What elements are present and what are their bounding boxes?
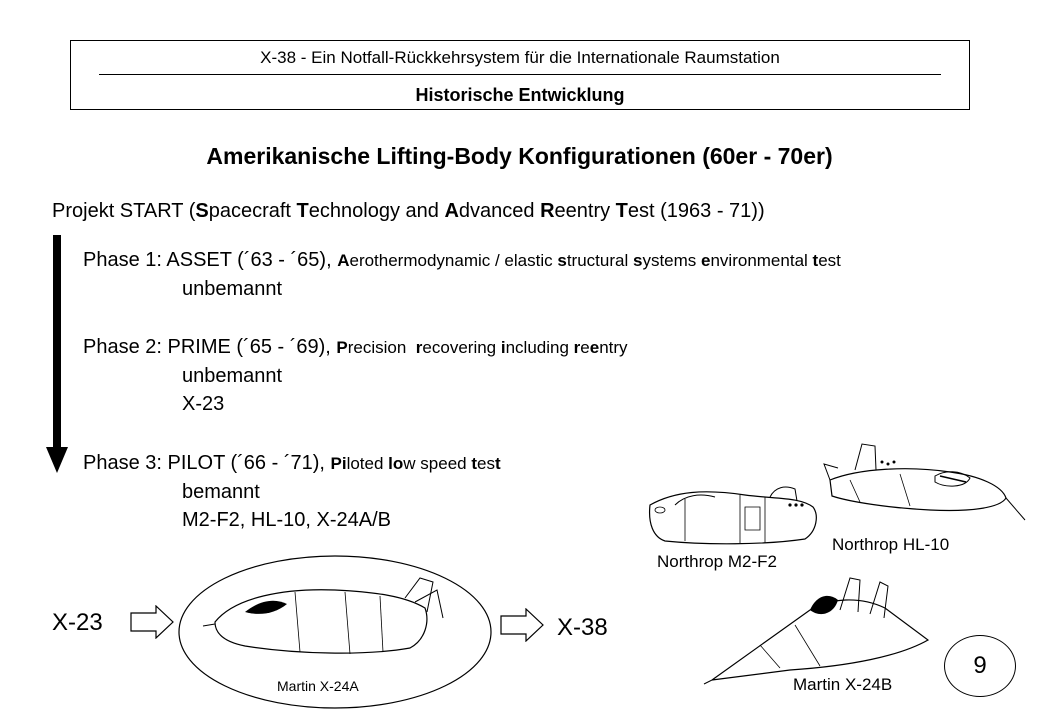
x24b-aircraft-illustration [700, 570, 940, 690]
phase-description [337, 251, 841, 270]
acronym-rest: e [580, 338, 590, 357]
caption-m2f2: Northrop M2-F2 [657, 552, 777, 571]
acronym-letter: r [573, 338, 581, 357]
acronym-letter: s [632, 251, 643, 270]
evolution-arrow-right [500, 608, 544, 642]
acronym-letter: S [195, 200, 209, 222]
acronym-letter: i [500, 338, 506, 357]
acronym-rest: tructural [566, 251, 633, 270]
header-title: X-38 - Ein Notfall-Rückkehrsystem für die Internationale Raumstation [260, 48, 780, 67]
x23-label: X-23 [52, 609, 103, 636]
caption-x24b: Martin X-24B [793, 675, 893, 694]
acronym-rest: echnology and [308, 200, 445, 222]
acronym-letter: t [812, 251, 819, 270]
phase-description [331, 454, 501, 473]
project-line [52, 200, 765, 223]
acronym-letter: R [540, 200, 555, 222]
phase-2-line: X-23 [182, 393, 225, 415]
phase-label: Phase 2: PRIME (´65 - ´69), [83, 336, 337, 358]
acronym-rest: w speed [403, 454, 472, 473]
phase-3-heading [83, 452, 501, 475]
acronym-rest: recision [347, 338, 416, 357]
acronym-letter: t [471, 454, 477, 473]
acronym-rest: dvanced [458, 200, 541, 222]
timeline-arrow [44, 235, 70, 475]
acronym-letter: lo [388, 454, 404, 473]
project-lead: Projekt START ( [52, 200, 196, 222]
page-title: Amerikanische Lifting-Body Konfigurationen (60er - 70er) [206, 143, 833, 169]
header-subtitle: Historische Entwicklung [415, 85, 625, 105]
phase-label: Phase 1: ASSET (´63 - ´65), [83, 249, 338, 271]
acronym-rest: es [477, 454, 495, 473]
phase-2-line: unbemannt [182, 365, 283, 387]
acronym-rest: loted [346, 454, 389, 473]
acronym-rest: eentry [554, 200, 616, 222]
acronym-letter: e [589, 338, 600, 357]
phase-3-line: bemannt [182, 481, 260, 503]
acronym-letter: e [701, 251, 711, 270]
evolution-arrow-left [130, 605, 174, 639]
acronym-rest: est [818, 251, 841, 270]
caption-hl10: Northrop HL-10 [832, 535, 950, 554]
acronym-letter: Pi [330, 454, 347, 473]
acronym-letter: T [296, 200, 309, 222]
acronym-rest: nvironmental [710, 251, 813, 270]
acronym-rest: pacecraft [208, 200, 297, 222]
phase-description [336, 338, 627, 357]
phase-label: Phase 3: PILOT (´66 - ´71), [83, 452, 331, 474]
acronym-letter: A [337, 251, 350, 270]
phase-3-line: M2-F2, HL-10, X-24A/B [182, 509, 391, 531]
hl10-aircraft-illustration [820, 440, 1030, 530]
acronym-rest: ystems [642, 251, 701, 270]
acronym-rest: ntry [599, 338, 628, 357]
caption-x24a: Martin X-24A [277, 678, 359, 694]
m2f2-aircraft-illustration [645, 485, 820, 550]
acronym-rest: est (1963 - 71)) [627, 200, 765, 222]
phase-1-heading [83, 249, 841, 272]
acronym-letter: t [494, 454, 501, 473]
page-number: 9 [944, 635, 1016, 697]
acronym-letter: r [415, 338, 423, 357]
acronym-letter: T [615, 200, 628, 222]
acronym-letter: A [444, 200, 459, 222]
acronym-letter: s [557, 251, 567, 270]
header-box [70, 40, 970, 110]
header-divider [99, 74, 941, 75]
phase-1-line: unbemannt [182, 278, 283, 300]
phase-2-heading [83, 336, 628, 359]
acronym-rest: erothermodynamic / elastic [349, 251, 558, 270]
acronym-letter: P [336, 338, 348, 357]
acronym-rest: ncluding [505, 338, 574, 357]
acronym-rest: ecovering [422, 338, 501, 357]
x38-label: X-38 [557, 614, 608, 641]
